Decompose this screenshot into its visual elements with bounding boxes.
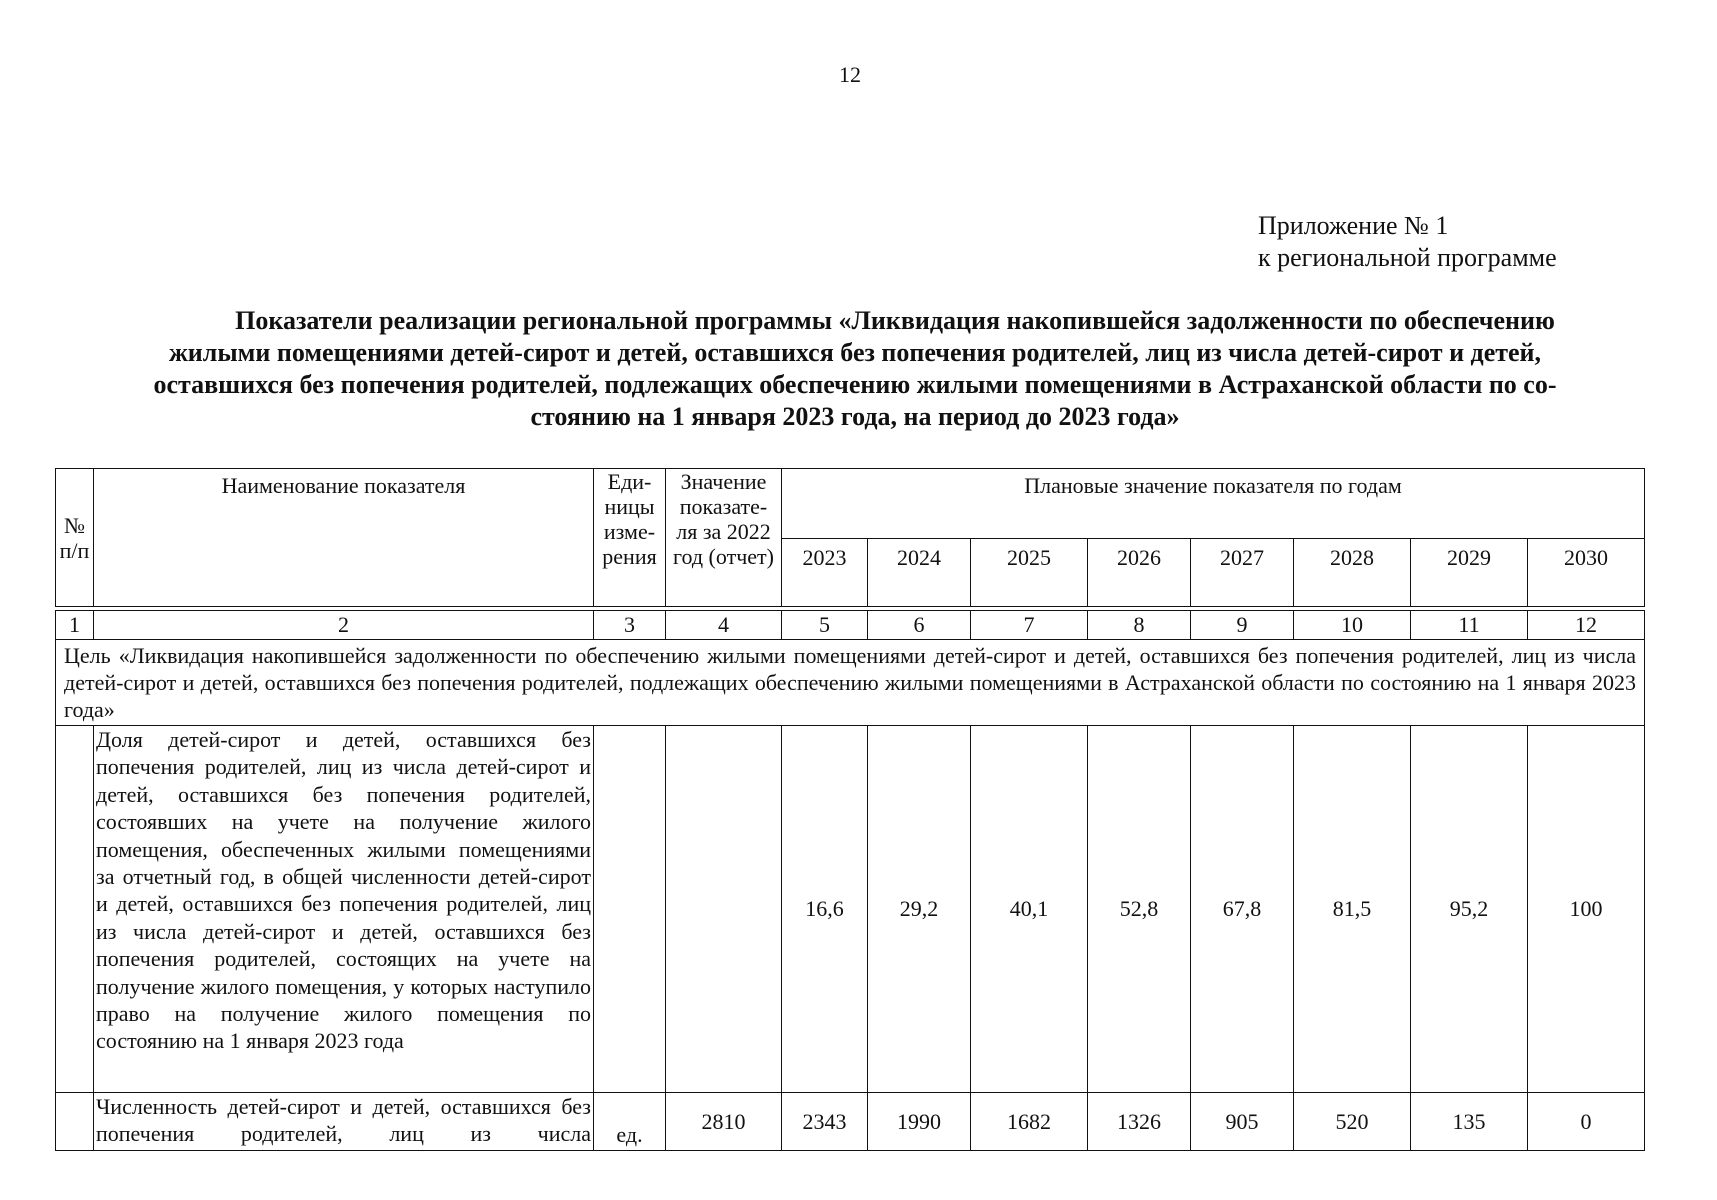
title-line-4: стоянию на 1 января 2023 года, на период до 2023 года» [530, 402, 1180, 431]
column-number: 5 [782, 611, 868, 640]
column-number: 2 [94, 611, 594, 640]
value-2029: 135 [1411, 1093, 1528, 1151]
column-number: 12 [1528, 611, 1645, 640]
column-number: 10 [1294, 611, 1411, 640]
indicator-name: Численность детей-сирот и детей, оставшихся без попечения родителей, лиц из числа [94, 1093, 594, 1151]
header-num: № п/п [56, 469, 94, 607]
value-2024: 1990 [868, 1093, 971, 1151]
value-2023: 2343 [782, 1093, 868, 1151]
indicator-base-value: 2810 [666, 1093, 782, 1151]
column-number: 6 [868, 611, 971, 640]
table-row [56, 726, 1645, 1093]
value-2027: 905 [1191, 1093, 1294, 1151]
header-base-value: Значение показате- ля за 2022 год (отчет) [666, 469, 782, 607]
column-number: 9 [1191, 611, 1294, 640]
table-row [56, 1093, 1645, 1151]
indicators-table [55, 468, 1645, 1151]
value-2030: 0 [1528, 1093, 1645, 1151]
title-line-3: оставшихся без попечения родителей, подлежащих обеспечению жилыми помещениями в Астраханской области по со- [153, 370, 1557, 399]
value-2023: 16,6 [782, 726, 868, 1093]
indicator-unit: ед. [594, 1093, 666, 1151]
value-2030: 100 [1528, 726, 1645, 1093]
title-line-1: Показатели реализации региональной программы «Ликвидация накопившейся задолженности по обеспечению [235, 306, 1555, 335]
value-2026: 1326 [1088, 1093, 1191, 1151]
indicator-name: Доля детей-сирот и детей, оставшихся без попечения родителей, лиц из числа детей-сирот и детей, оставшихся без попечения родителей, состоявших на учете на получение жилого помещения, обеспеченных жилыми помещениями за отчетный год, в общей численности детей-сирот и детей, оставшихся без попечения родителей, лиц из числа детей-сирот и детей, оставшихся без попечения родителей, состоящих на учете на получение жилого помещения, у которых наступило право на получение жилого помещения по состоянию на 1 января 2023 года [94, 726, 594, 1093]
column-number: 3 [594, 611, 666, 640]
indicator-unit [594, 726, 666, 1093]
header-unit: Еди- ницы изме- рения [594, 469, 666, 607]
column-number: 8 [1088, 611, 1191, 640]
header-year: 2024 [868, 539, 971, 607]
page-number: 12 [839, 62, 861, 87]
title-line-2: жилыми помещениями детей-сирот и детей, оставшихся без попечения родителей, лиц из числа детей-сирот и детей, [168, 338, 1542, 367]
value-2028: 520 [1294, 1093, 1411, 1151]
column-number: 11 [1411, 611, 1528, 640]
row-num [56, 726, 94, 1093]
header-name: Наименование показателя [94, 469, 594, 607]
header-year: 2025 [971, 539, 1088, 607]
goal-text: Цель «Ликвидация накопившейся задолженности по обеспечению жилыми помещениями детей-сирот и детей, оставшихся без попечения родителей, лиц из числа детей-сирот и детей, оставшихся без попечения родителей, подлежащих обеспечению жилыми помещениями в Астраханской области по состоянию на 1 января 2023 года» [56, 640, 1645, 726]
column-number: 4 [666, 611, 782, 640]
header-year: 2027 [1191, 539, 1294, 607]
row-num [56, 1093, 94, 1151]
indicator-base-value [666, 726, 782, 1093]
header-year: 2028 [1294, 539, 1411, 607]
document-title [95, 305, 1615, 433]
value-2025: 1682 [971, 1093, 1088, 1151]
value-2026: 52,8 [1088, 726, 1191, 1093]
appendix-line-2: к региональной программе [1258, 243, 1557, 272]
value-2024: 29,2 [868, 726, 971, 1093]
column-number: 1 [56, 611, 94, 640]
header-year: 2029 [1411, 539, 1528, 607]
value-2029: 95,2 [1411, 726, 1528, 1093]
header-year: 2026 [1088, 539, 1191, 607]
value-2025: 40,1 [971, 726, 1088, 1093]
column-numbers-row [56, 611, 1645, 640]
header-year: 2023 [782, 539, 868, 607]
value-2027: 67,8 [1191, 726, 1294, 1093]
appendix-line-1: Приложение № 1 [1258, 211, 1449, 240]
appendix-note [1258, 210, 1557, 274]
value-2028: 81,5 [1294, 726, 1411, 1093]
header-plan: Плановые значение показателя по годам [782, 469, 1645, 539]
column-number: 7 [971, 611, 1088, 640]
header-year: 2030 [1528, 539, 1645, 607]
